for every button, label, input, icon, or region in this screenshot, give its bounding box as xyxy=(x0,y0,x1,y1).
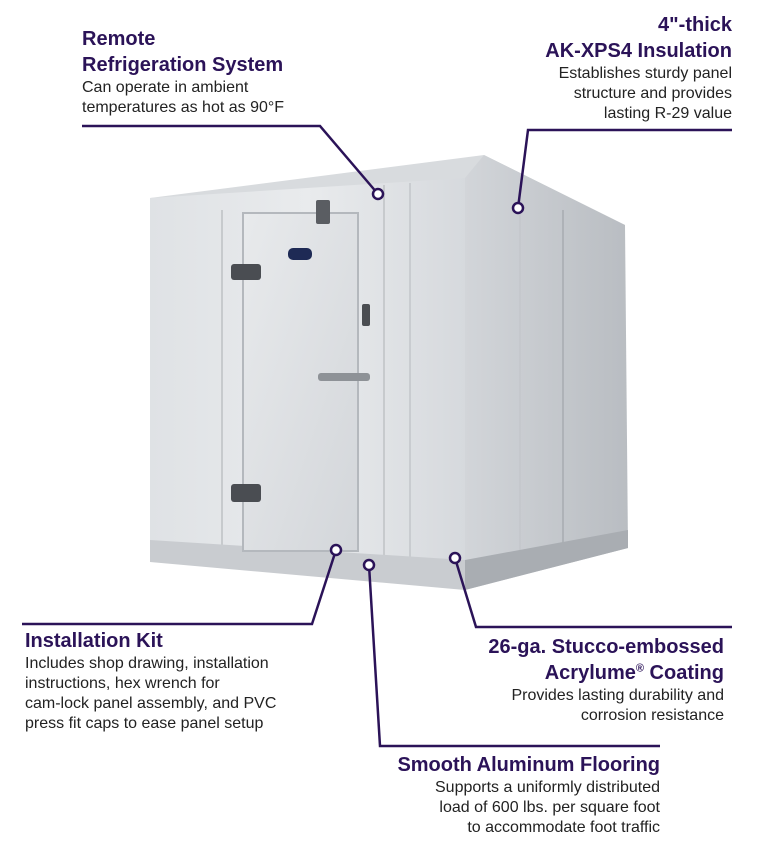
callout-desc: Can operate in ambient xyxy=(82,79,249,96)
callout-desc: corrosion resistance xyxy=(580,707,724,724)
callout-desc: cam-lock panel assembly, and PVC xyxy=(25,695,277,712)
callout-flooring xyxy=(397,752,660,838)
leader-dot xyxy=(373,189,383,199)
callout-coating xyxy=(488,634,724,726)
callout-desc: Establishes sturdy panel xyxy=(558,65,732,82)
callout-title: Smooth Aluminum Flooring xyxy=(397,754,660,776)
callout-desc: structure and provides xyxy=(573,85,732,102)
callout-desc: press fit caps to ease panel setup xyxy=(25,715,264,732)
door-hinge-icon xyxy=(231,264,261,280)
callout-desc: Provides lasting durability and xyxy=(511,687,724,704)
door-hinge-icon xyxy=(231,484,261,502)
callout-desc: Includes shop drawing, installation xyxy=(25,655,269,672)
callout-title: Refrigeration System xyxy=(82,54,284,76)
callout-title: AK-XPS4 Insulation xyxy=(545,40,732,62)
callout-refrigeration xyxy=(82,26,284,118)
callout-title: 4"-thick xyxy=(658,14,732,36)
callout-installation-kit xyxy=(25,628,276,734)
callout-title: Installation Kit xyxy=(25,630,163,652)
door-latch-icon xyxy=(362,304,370,326)
leader-dot xyxy=(450,553,460,563)
callout-title: Remote xyxy=(82,28,156,50)
callout-title-line2: Acrylume® Coating xyxy=(544,662,724,684)
callout-desc: load of 600 lbs. per square foot xyxy=(439,799,660,816)
callout-title: 26-ga. Stucco-embossed xyxy=(488,636,724,658)
door-closer-icon xyxy=(316,200,330,224)
brand-badge-icon xyxy=(288,248,312,260)
callout-desc: to accommodate foot traffic xyxy=(467,819,660,836)
leader-dot xyxy=(331,545,341,555)
callout-desc: lasting R-29 value xyxy=(603,105,732,122)
callout-desc: instructions, hex wrench for xyxy=(25,675,220,692)
leader-dot xyxy=(364,560,374,570)
callout-desc: temperatures as hot as 90°F xyxy=(82,99,285,116)
leader-dot xyxy=(513,203,523,213)
callout-desc: Supports a uniformly distributed xyxy=(435,779,660,796)
cooler-side-face xyxy=(465,155,628,590)
door-handle-icon xyxy=(318,373,370,381)
callout-insulation xyxy=(545,12,732,124)
